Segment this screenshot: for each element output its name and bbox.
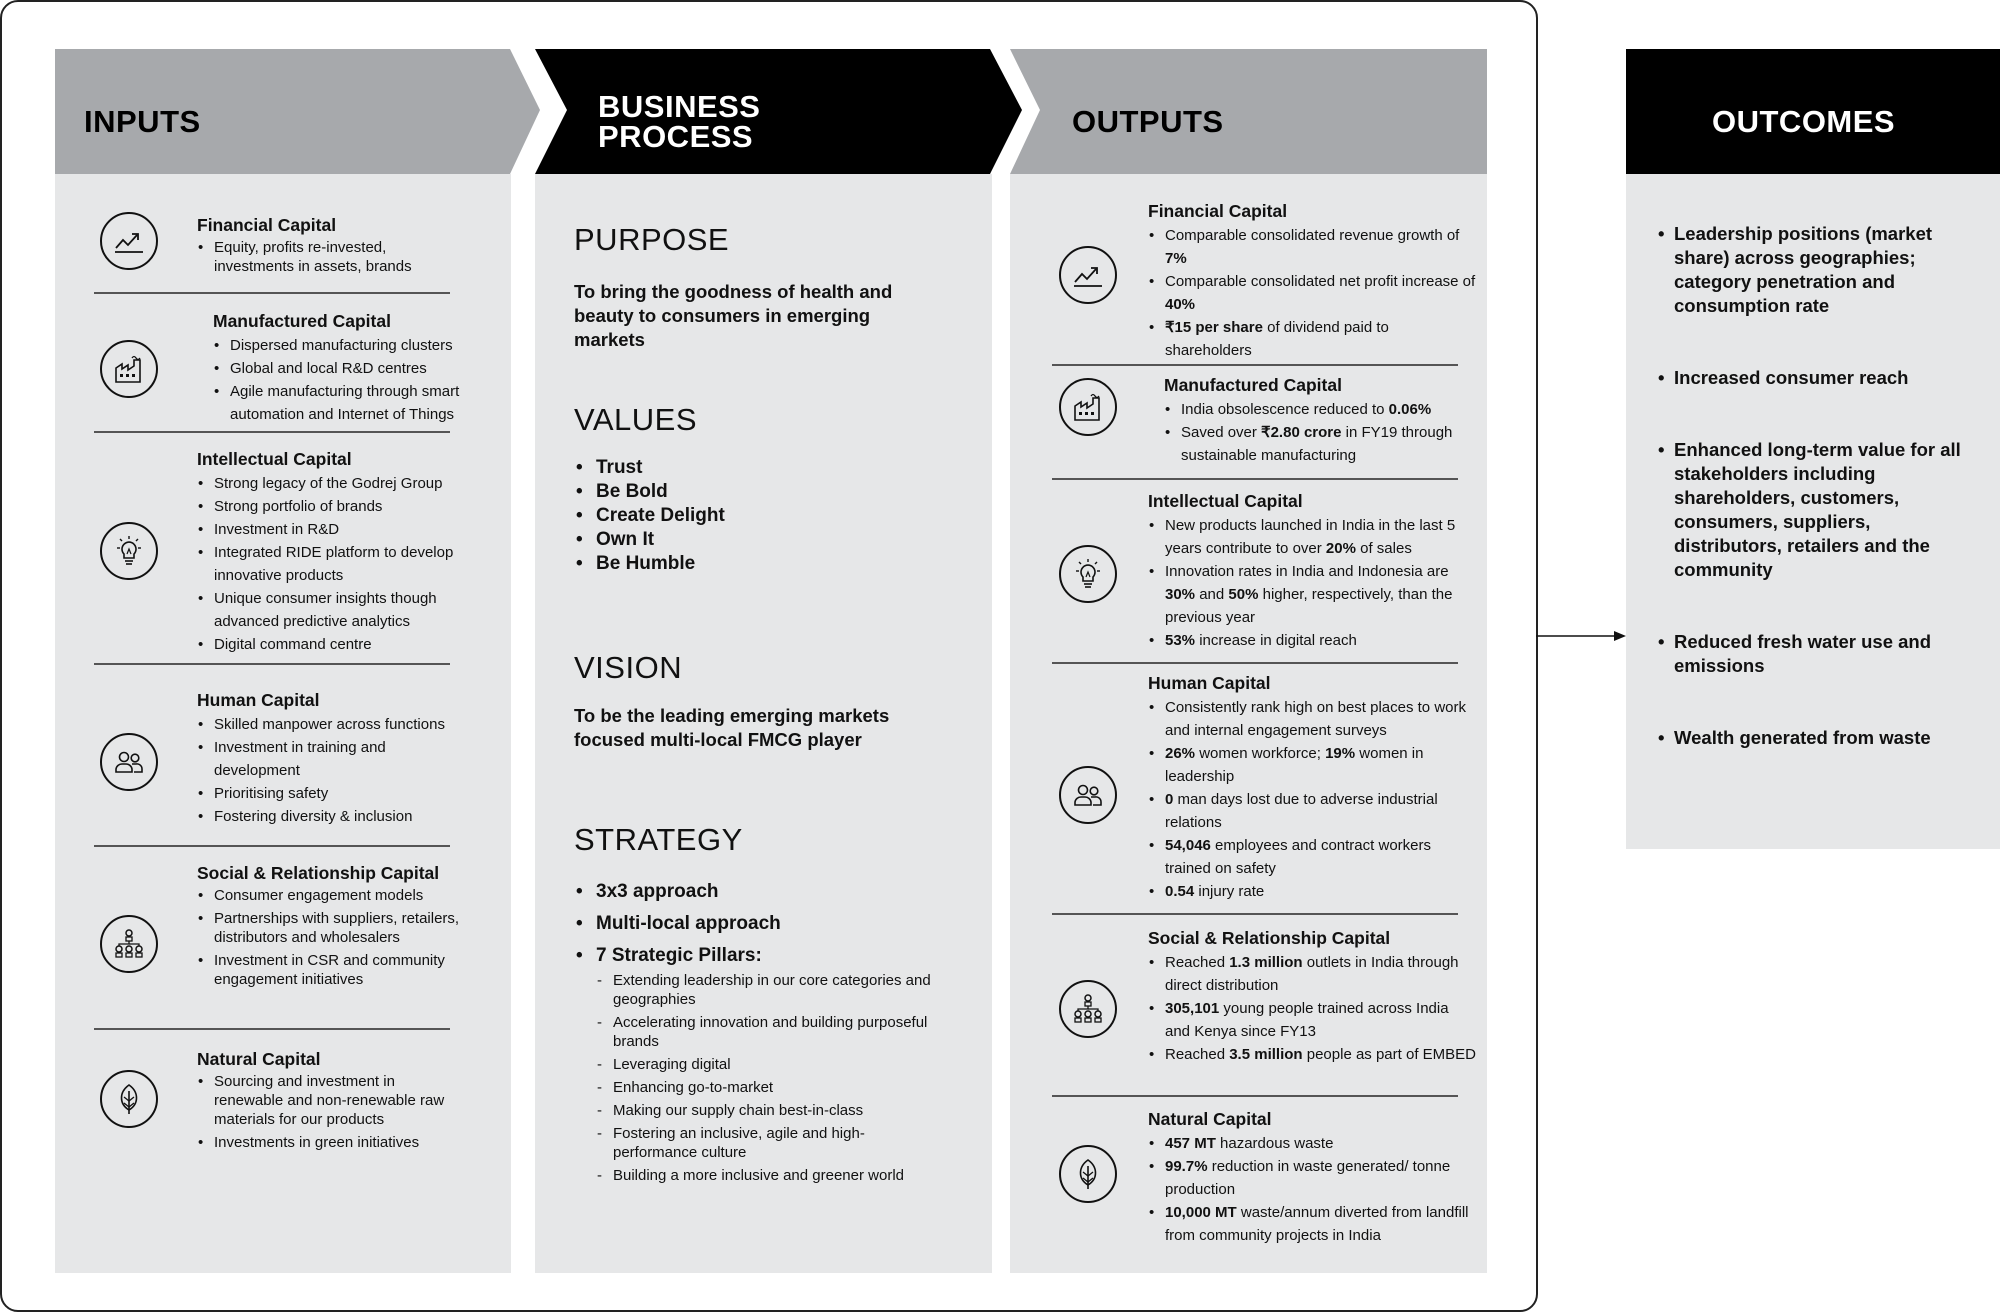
input-capital-list	[197, 1072, 467, 1156]
output-capital-title: Manufactured Capital	[1164, 375, 1342, 395]
output-capital-title: Human Capital	[1148, 673, 1271, 693]
strategy-item: • Multi-local approach	[574, 908, 781, 940]
outcomes-arrow	[1536, 626, 1628, 646]
people-icon	[100, 733, 158, 791]
input-capital-title: Manufactured Capital	[213, 311, 391, 331]
outcome-item: • Leadership positions (market share) across geographies; category penetration and consumption rate	[1658, 222, 1978, 318]
pillar-item: - Fostering an inclusive, agile and high-performance culture	[597, 1124, 937, 1162]
output-capital-title: Natural Capital	[1148, 1109, 1272, 1129]
input-capital-list	[213, 334, 467, 426]
business-process-header-line-2: PROCESS	[598, 119, 754, 154]
input-divider	[94, 431, 450, 433]
values-heading: VALUES	[574, 402, 698, 437]
outcome-item: • Wealth generated from waste	[1658, 726, 1978, 750]
outcome-item: • Increased consumer reach	[1658, 366, 1978, 390]
values-list	[574, 456, 725, 576]
input-capital-item: • Fostering diversity & inclusion	[197, 805, 467, 828]
input-capital-item: • Prioritising safety	[197, 782, 467, 805]
outcome-item: • Enhanced long-term value for all stakeholders including shareholders, customers, consumers, suppliers, distributors, retailers and the community	[1658, 438, 1978, 582]
strategy-item: • 3x3 approach	[574, 876, 781, 908]
outcome-item: • Reduced fresh water use and emissions	[1658, 630, 1978, 678]
factory-icon	[1059, 378, 1117, 436]
strategic-pillars-list	[597, 971, 937, 1189]
output-capital-list	[1148, 1132, 1476, 1247]
input-capital-item: • Investments in green initiatives	[197, 1133, 467, 1152]
business-process-header	[598, 89, 761, 154]
outcomes-list	[1658, 222, 1978, 798]
input-capital-list	[197, 886, 467, 993]
input-capital-item: • Partnerships with suppliers, retailers, distributors and wholesalers	[197, 909, 467, 947]
output-capital-item: • 99.7% reduction in waste generated/ tonne production	[1148, 1155, 1476, 1201]
output-capital-list	[1148, 514, 1476, 652]
value-item: • Be Bold	[574, 480, 725, 504]
purpose-heading: PURPOSE	[574, 222, 730, 257]
output-divider	[1052, 662, 1458, 664]
lightbulb-icon	[100, 522, 158, 580]
pillar-item: - Extending leadership in our core categories and geographies	[597, 971, 937, 1009]
output-capital-item: • India obsolescence reduced to 0.06%	[1164, 398, 1476, 421]
output-capital-item: • Comparable consolidated net profit increase of 40%	[1148, 270, 1476, 316]
pillar-item: - Building a more inclusive and greener world	[597, 1166, 937, 1185]
output-capital-item: • Reached 3.5 million people as part of EMBED	[1148, 1043, 1476, 1066]
lightbulb-icon	[1059, 545, 1117, 603]
factory-icon	[100, 340, 158, 398]
pillar-item: - Making our supply chain best-in-class	[597, 1101, 937, 1120]
output-capital-item: • New products launched in India in the last 5 years contribute to over 20% of sales	[1148, 514, 1476, 560]
output-divider	[1052, 913, 1458, 915]
output-capital-item: • Consistently rank high on best places to work and internal engagement surveys	[1148, 696, 1476, 742]
output-capital-item: • 457 MT hazardous waste	[1148, 1132, 1476, 1155]
strategy-heading: STRATEGY	[574, 822, 743, 857]
output-capital-item: • ₹15 per share of dividend paid to shareholders	[1148, 316, 1476, 362]
output-capital-item: • Innovation rates in India and Indonesia are 30% and 50% higher, respectively, than the previous year	[1148, 560, 1476, 629]
input-divider	[94, 845, 450, 847]
value-item: • Be Humble	[574, 552, 725, 576]
input-capital-item: • Unique consumer insights though advanced predictive analytics	[197, 587, 467, 633]
value-item: • Create Delight	[574, 504, 725, 528]
input-capital-item: • Investment in R&D	[197, 518, 467, 541]
strategy-list	[574, 876, 781, 972]
value-item: • Own It	[574, 528, 725, 552]
output-capital-list	[1148, 224, 1476, 362]
input-capital-item: • Investment in CSR and community engagement initiatives	[197, 951, 467, 989]
pillar-item: - Leveraging digital	[597, 1055, 937, 1074]
output-capital-item: • 305,101 young people trained across India and Kenya since FY13	[1148, 997, 1476, 1043]
input-capital-item: • Investment in training and development	[197, 736, 467, 782]
input-divider	[94, 292, 450, 294]
outcomes-header: OUTCOMES	[1712, 104, 1896, 139]
purpose-text: To bring the goodness of health and beauty to consumers in emerging markets	[574, 281, 893, 350]
input-capital-item: • Agile manufacturing through smart automation and Internet of Things	[213, 380, 467, 426]
input-capital-item: • Dispersed manufacturing clusters	[213, 334, 467, 357]
leaf-icon	[1059, 1145, 1117, 1203]
process-chevron-headers	[0, 0, 2000, 180]
output-capital-title: Social & Relationship Capital	[1148, 928, 1391, 948]
vision-text: To be the leading emerging markets focused multi-local FMCG player	[574, 705, 890, 750]
output-capital-item: • Reached 1.3 million outlets in India through direct distribution	[1148, 951, 1476, 997]
input-capital-list	[197, 238, 467, 280]
input-capital-item: • Equity, profits re-invested, investments in assets, brands	[197, 238, 467, 276]
output-capital-item: • Saved over ₹2.80 crore in FY19 through sustainable manufacturing	[1164, 421, 1476, 467]
people-icon	[1059, 766, 1117, 824]
vision-heading: VISION	[574, 650, 683, 685]
inputs-header: INPUTS	[84, 104, 201, 139]
output-capital-item: • 26% women workforce; 19% women in leadership	[1148, 742, 1476, 788]
input-capital-item: • Consumer engagement models	[197, 886, 467, 905]
output-capital-title: Financial Capital	[1148, 201, 1288, 221]
output-capital-item: • Comparable consolidated revenue growth of 7%	[1148, 224, 1476, 270]
business-process-header-line-1: BUSINESS	[598, 89, 761, 124]
input-capital-title: Intellectual Capital	[197, 449, 352, 469]
pillar-item: - Accelerating innovation and building purposeful brands	[597, 1013, 937, 1051]
output-divider	[1052, 364, 1458, 366]
output-capital-list	[1164, 398, 1476, 467]
input-capital-item: • Sourcing and investment in renewable and non-renewable raw materials for our products	[197, 1072, 467, 1129]
input-capital-title: Natural Capital	[197, 1049, 321, 1069]
input-capital-item: • Strong legacy of the Godrej Group	[197, 472, 467, 495]
input-divider	[94, 663, 450, 665]
output-capital-item: • 54,046 employees and contract workers trained on safety	[1148, 834, 1476, 880]
output-capital-list	[1148, 696, 1476, 903]
output-capital-list	[1148, 951, 1476, 1066]
output-capital-item: • 53% increase in digital reach	[1148, 629, 1476, 652]
growth-chart-icon	[100, 212, 158, 270]
input-capital-list	[197, 472, 467, 656]
network-icon	[1059, 980, 1117, 1038]
input-capital-item: • Strong portfolio of brands	[197, 495, 467, 518]
input-capital-item: • Skilled manpower across functions	[197, 713, 467, 736]
input-capital-item: • Integrated RIDE platform to develop innovative products	[197, 541, 467, 587]
strategy-item: • 7 Strategic Pillars:	[574, 940, 781, 972]
input-capital-item: • Digital command centre	[197, 633, 467, 656]
outputs-header: OUTPUTS	[1072, 104, 1224, 139]
input-divider	[94, 1028, 450, 1030]
value-item: • Trust	[574, 456, 725, 480]
growth-chart-icon	[1059, 246, 1117, 304]
input-capital-title: Financial Capital	[197, 215, 337, 235]
pillar-item: - Enhancing go-to-market	[597, 1078, 937, 1097]
output-capital-title: Intellectual Capital	[1148, 491, 1303, 511]
input-capital-item: • Global and local R&D centres	[213, 357, 467, 380]
input-capital-title: Social & Relationship Capital	[197, 863, 440, 883]
network-icon	[100, 915, 158, 973]
leaf-icon	[100, 1070, 158, 1128]
output-capital-item: • 0 man days lost due to adverse industrial relations	[1148, 788, 1476, 834]
input-capital-list	[197, 713, 467, 828]
output-capital-item: • 10,000 MT waste/annum diverted from landfill from community projects in India	[1148, 1201, 1476, 1247]
output-divider	[1052, 478, 1458, 480]
output-divider	[1052, 1095, 1458, 1097]
input-capital-title: Human Capital	[197, 690, 320, 710]
output-capital-item: • 0.54 injury rate	[1148, 880, 1476, 903]
